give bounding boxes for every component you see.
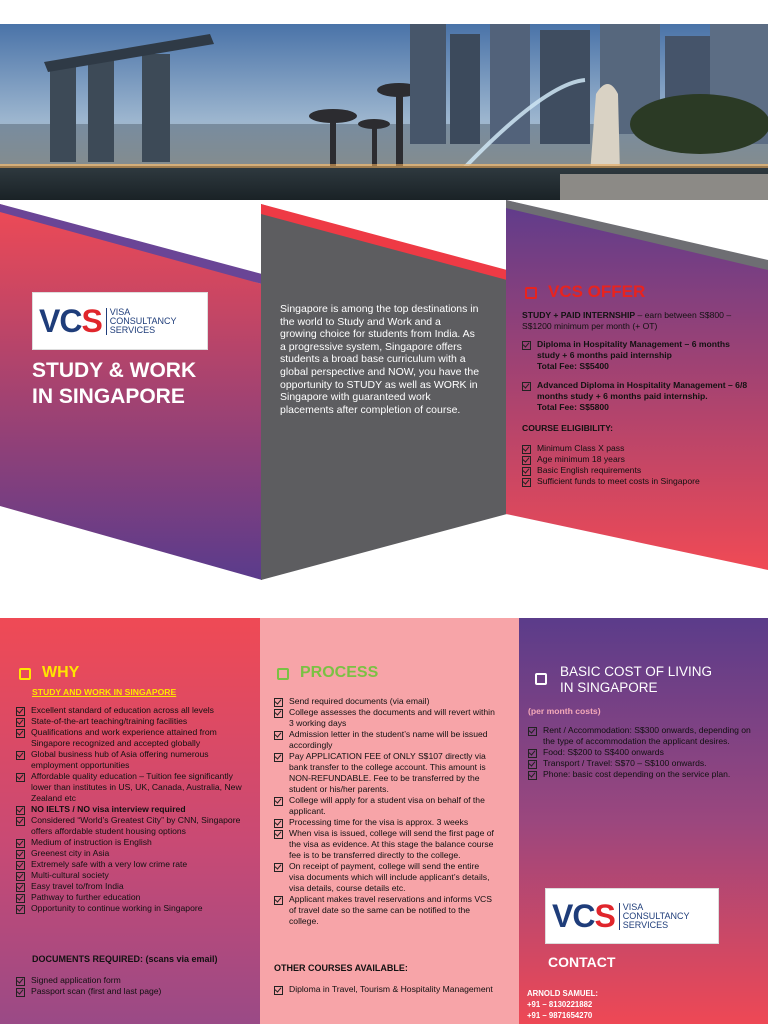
checkbox-icon — [528, 771, 537, 780]
chip-icon — [274, 665, 290, 681]
checkbox-icon — [16, 977, 25, 986]
eligibility-item: Basic English requirements — [537, 465, 642, 475]
checkbox-icon — [528, 749, 537, 758]
list-item — [274, 984, 496, 995]
why-list — [16, 705, 250, 914]
checkbox-icon — [522, 467, 531, 476]
eligibility-item: Age minimum 18 years — [537, 454, 625, 464]
list-item — [522, 476, 752, 487]
list-item — [528, 725, 760, 747]
checkbox-icon — [522, 445, 531, 454]
checkbox-icon — [16, 988, 25, 997]
checkbox-icon — [274, 896, 283, 905]
list-item — [274, 795, 496, 817]
list-item — [274, 707, 496, 729]
list-item — [522, 380, 752, 413]
checkbox-icon — [528, 760, 537, 769]
singapore-skyline-photo — [0, 24, 768, 200]
process-heading — [274, 664, 496, 682]
why-item: Opportunity to continue working in Singapore — [31, 903, 203, 913]
document-item: Signed application form — [31, 975, 121, 985]
cost-item: Food: S$200 to S$400 onwards — [543, 747, 664, 757]
program-text: Advanced Diploma in Hospitality Management – 6/8 months study + 6 months paid internship. — [537, 380, 748, 401]
checkbox-icon — [16, 872, 25, 881]
program-text: Diploma in Hospitality Management – 6 months study + 6 months paid internship — [537, 339, 730, 360]
offer-lead-bold: STUDY + PAID INTERNSHIP — [522, 310, 636, 320]
other-courses-heading: OTHER COURSES AVAILABLE: — [274, 963, 408, 973]
list-item — [522, 454, 752, 465]
logo-line: CONSULTANCY — [622, 910, 690, 921]
checkbox-icon — [16, 806, 25, 815]
cost-item: Phone: basic cost depending on the service plan. — [543, 769, 731, 779]
checkbox-icon — [16, 839, 25, 848]
vcs-logo-letters: VCS — [39, 302, 102, 339]
process-step: Admission letter in the student’s name will be issued accordingly — [289, 729, 488, 750]
list-item — [16, 986, 250, 997]
cost-item: Rent / Accommodation: S$300 onwards, depending on the type of accommodation the applicant desires. — [543, 725, 751, 746]
cost-item: Transport / Travel: S$70 – S$100 onwards. — [543, 758, 707, 768]
list-item — [274, 751, 496, 795]
logo-line: VISA — [109, 306, 131, 317]
documents-heading: DOCUMENTS REQUIRED: (scans via email) — [32, 954, 218, 964]
checkbox-icon — [16, 883, 25, 892]
cost-list — [528, 725, 760, 780]
checkbox-icon — [16, 850, 25, 859]
list-item — [274, 828, 496, 861]
checkbox-icon — [16, 718, 25, 727]
checkbox-icon — [274, 709, 283, 718]
chip-icon — [532, 670, 548, 686]
vcs-logo-subtitle — [619, 903, 690, 930]
offer-lead-rest: – earn between S$800 – S$1200 minimum per month (+ OT) — [522, 310, 732, 331]
list-item — [522, 465, 752, 476]
logo-letter-s: S — [594, 897, 615, 934]
list-item — [528, 769, 760, 780]
why-item: Global business hub of Asia offering numerous employment opportunities — [31, 749, 209, 770]
offer-lead — [522, 310, 752, 332]
logo-line: VISA — [622, 901, 644, 912]
documents-list — [16, 975, 250, 997]
process-list — [274, 696, 496, 927]
why-item: Medium of instruction is English — [31, 837, 152, 847]
list-item — [274, 861, 496, 894]
cost-note: (per month costs) — [528, 706, 601, 716]
cost-content — [528, 664, 760, 780]
checkbox-icon — [274, 731, 283, 740]
checkbox-icon — [16, 751, 25, 760]
contact-name: ARNOLD SAMUEL: — [527, 989, 599, 998]
offer-heading-text: VCS OFFER — [548, 282, 646, 301]
logo-line: SERVICES — [109, 324, 156, 335]
process-step: Pay APPLICATION FEE of ONLY S$107 directly via bank transfer to the college account. This amount is NON-REFUNDABLE. Fee to be transferred by the student or his/her parents. — [289, 751, 486, 794]
why-item: Pathway to further education — [31, 892, 141, 902]
checkbox-icon — [16, 894, 25, 903]
list-item — [274, 894, 496, 927]
contact-heading: CONTACT — [548, 954, 616, 970]
checkbox-icon — [16, 817, 25, 826]
list-item — [16, 881, 250, 892]
list-item — [16, 727, 250, 749]
contact-phone[interactable]: +91 – 8130221882 — [527, 1000, 593, 1009]
why-item: Extremely safe with a very low crime rate — [31, 859, 188, 869]
process-step: Applicant makes travel reservations and informs VCS of travel date so the same can be notified to the college. — [289, 894, 492, 926]
checkbox-icon — [522, 382, 531, 391]
list-item — [16, 749, 250, 771]
why-item: Considered “World’s Greatest City” by CNN, Singapore offers affordable student housing options — [31, 815, 241, 836]
contact-details — [527, 988, 598, 1021]
process-step: College will apply for a student visa on behalf of the applicant. — [289, 795, 485, 816]
why-item: Greenest city in Asia — [31, 848, 110, 858]
process-step: College assesses the documents and will revert within 3 working days — [289, 707, 495, 728]
checkbox-icon — [522, 341, 531, 350]
logo-line: CONSULTANCY — [109, 315, 177, 326]
why-heading — [16, 664, 250, 682]
cost-heading — [528, 664, 760, 696]
process-step: Send required documents (via email) — [289, 696, 430, 706]
title-line: STUDY & WORK — [32, 359, 197, 382]
list-item — [274, 696, 496, 707]
checkbox-icon — [274, 863, 283, 872]
checkbox-icon — [528, 727, 537, 736]
list-item — [16, 815, 250, 837]
list-item — [16, 837, 250, 848]
vcs-logo-letters: VCS — [552, 897, 615, 934]
cost-heading-line: BASIC COST OF LIVING — [560, 664, 713, 679]
why-subheading: STUDY AND WORK IN SINGAPORE — [32, 687, 177, 697]
list-item — [528, 758, 760, 769]
checkbox-icon — [16, 773, 25, 782]
other-course-item: Diploma in Travel, Tourism & Hospitality Management — [289, 984, 493, 994]
logo-letter-s: S — [81, 302, 102, 339]
list-item — [274, 729, 496, 751]
checkbox-icon — [274, 698, 283, 707]
why-item: Multi-cultural society — [31, 870, 109, 880]
page-title — [32, 358, 196, 410]
list-item — [16, 903, 250, 914]
why-item: State-of-the-art teaching/training facilities — [31, 716, 188, 726]
offer-heading — [522, 282, 752, 302]
logo-line: SERVICES — [622, 919, 669, 930]
why-item: Excellent standard of education across all levels — [31, 705, 214, 715]
why-heading-text: WHY — [42, 664, 80, 681]
list-item — [16, 705, 250, 716]
list-item — [522, 339, 752, 372]
list-item — [16, 859, 250, 870]
list-item — [16, 975, 250, 986]
checkbox-icon — [16, 861, 25, 870]
why-item: Affordable quality education – Tuition fee significantly lower than institutes in US, UK, Canada, Australia, New Zealand etc — [31, 771, 242, 803]
list-item — [274, 817, 496, 828]
process-step: When visa is issued, college will send the first page of the visa as evidence. At this stage the balance course fee is to be transferred directly to the college. — [289, 828, 494, 860]
cost-heading-line: IN SINGAPORE — [560, 680, 658, 695]
list-item — [16, 892, 250, 903]
list-item — [528, 747, 760, 758]
title-line: IN SINGAPORE — [32, 385, 185, 408]
vcs-logo — [545, 888, 719, 944]
other-courses-list — [274, 984, 496, 995]
process-step: On receipt of payment, college will send the entire visa documents which will include applicant’s details, visa details, course details etc. — [289, 861, 490, 893]
checkbox-icon — [522, 478, 531, 487]
list-item — [16, 870, 250, 881]
intro-text: Singapore is among the top destinations in the world to Study and Work and a growing choice for students from India. As a progressive system, Singapore offers students a broad base curriculum with a global perspective and NOW, you have the opportunity to STUDY as well as WORK in Singapore with guaranteed work placements after completion of course. — [280, 303, 480, 416]
checkbox-icon — [274, 753, 283, 762]
list-item — [16, 848, 250, 859]
process-heading-text: PROCESS — [300, 664, 379, 681]
list-item — [16, 716, 250, 727]
vcs-logo-subtitle — [106, 308, 177, 335]
offer-programs — [522, 339, 752, 413]
eligibility-item: Sufficient funds to meet costs in Singapore — [537, 476, 700, 486]
why-content — [16, 664, 250, 997]
checkbox-icon — [274, 797, 283, 806]
vcs-logo — [32, 292, 208, 350]
eligibility-heading: COURSE ELIGIBILITY: — [522, 423, 614, 433]
program-fee: Total Fee: S$5800 — [537, 402, 609, 412]
list-item — [522, 443, 752, 454]
program-fee: Total Fee: S$5400 — [537, 361, 609, 371]
chip-icon — [522, 284, 538, 300]
process-content — [274, 664, 496, 995]
checkbox-icon — [274, 819, 283, 828]
process-step: Processing time for the visa is approx. 3 weeks — [289, 817, 469, 827]
checkbox-icon — [274, 830, 283, 839]
checkbox-icon — [16, 707, 25, 716]
offer-content — [522, 282, 752, 487]
checkbox-icon — [522, 456, 531, 465]
list-item — [16, 771, 250, 804]
document-item: Passport scan (first and last page) — [31, 986, 162, 996]
why-item: NO IELTS / NO visa interview required — [31, 804, 186, 814]
checkbox-icon — [274, 986, 283, 995]
why-item: Easy travel to/from India — [31, 881, 124, 891]
contact-phone[interactable]: +91 – 9871654270 — [527, 1011, 593, 1020]
list-item — [16, 804, 250, 815]
chip-icon — [16, 665, 32, 681]
why-item: Qualifications and work experience attained from Singapore recognized and accepted globally — [31, 727, 217, 748]
checkbox-icon — [16, 729, 25, 738]
eligibility-item: Minimum Class X pass — [537, 443, 625, 453]
eligibility-list — [522, 443, 752, 487]
checkbox-icon — [16, 905, 25, 914]
